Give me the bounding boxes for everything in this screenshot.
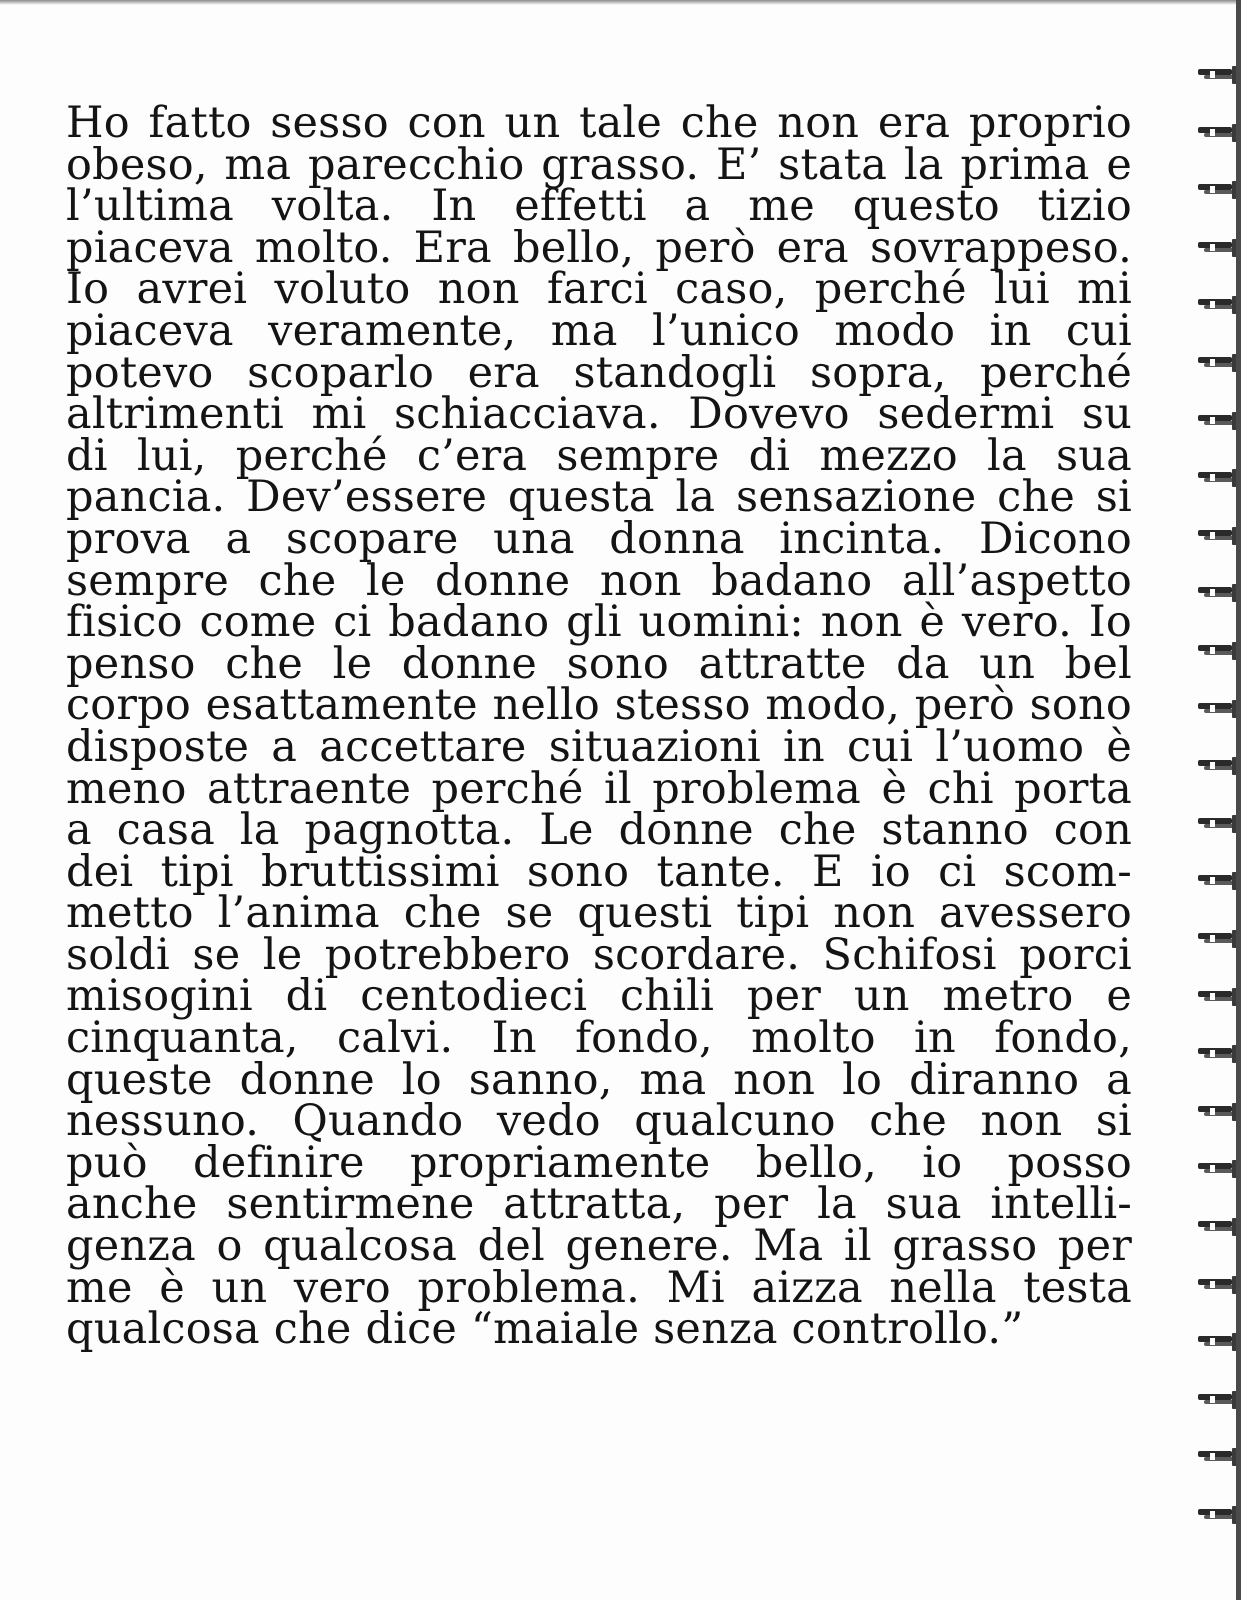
text-line-10: pancia. Dev’essere questa la sensazione che si	[66, 472, 1132, 523]
binding-coil-wire-b	[1204, 1342, 1234, 1346]
text-line-4: piaceva molto. Era bello, però era sovrappeso.	[66, 222, 1132, 273]
text-line-23: cinquanta, calvi. In fondo, molto in fondo,	[66, 1013, 1132, 1064]
text-line-13: fisico come ci badano gli uomini: non è vero. Io	[66, 597, 1132, 648]
binding-coil	[1196, 1276, 1241, 1292]
binding-coil-wire-b	[1204, 881, 1234, 885]
binding-coil-wire-a	[1198, 415, 1232, 421]
text-line-26: può definire propriamente bello, io posso	[66, 1137, 1132, 1188]
binding-coil-hole	[1210, 1281, 1215, 1288]
text-line-15: corpo esattamente nello stesso modo, però sono	[66, 680, 1132, 731]
binding-coil-hole	[1210, 71, 1215, 78]
binding-coil	[1196, 354, 1241, 370]
binding-coil	[1196, 872, 1241, 888]
text-line-16: disposte a accettare situazioni in cui l’uomo è	[66, 721, 1132, 772]
binding-coil	[1196, 1333, 1241, 1349]
text-line-25: nessuno. Quando vedo qualcuno che non si	[66, 1096, 1132, 1147]
binding-coil-hole	[1210, 417, 1215, 424]
binding-coil	[1196, 181, 1241, 197]
text-line-18: a casa la pagnotta. Le donne che stanno con	[66, 805, 1132, 856]
text-line-21: soldi se le potrebbero scordare. Schifosi porci	[66, 929, 1132, 980]
binding-coil	[1196, 527, 1241, 543]
binding-coil	[1196, 815, 1241, 831]
binding-coil	[1196, 642, 1241, 658]
binding-coil-wire-b	[1204, 593, 1234, 597]
text-line-30: qualcosa che dice “maiale senza controllo.”	[66, 1304, 1024, 1355]
text-line-9: di lui, perché c’era sempre di mezzo la sua	[66, 430, 1132, 481]
binding-coil-wire-b	[1204, 363, 1234, 367]
binding-coil-wire-b	[1204, 651, 1234, 655]
text-line-17: meno attraente perché il problema è chi porta	[66, 763, 1132, 814]
text-line-3: l’ultima volta. In effetti a me questo tizio	[66, 181, 1132, 232]
binding-coil-wire-b	[1204, 1400, 1234, 1404]
text-line-28: genza o qualcosa del genere. Ma il grasso per	[66, 1221, 1132, 1272]
binding-coil	[1196, 1448, 1241, 1464]
text-line-22: misogini di centodieci chili per un metro e	[66, 971, 1132, 1022]
binding-coil-hole	[1210, 532, 1215, 539]
binding-coil-wire-b	[1204, 1112, 1234, 1116]
text-line-1: Ho fatto sesso con un tale che non era proprio	[66, 98, 1132, 148]
binding-coil	[1196, 988, 1241, 1004]
binding-coil-wire-b	[1204, 766, 1234, 770]
binding-coil-wire-a	[1198, 1279, 1232, 1285]
binding-coil-wire-b	[1204, 1054, 1234, 1058]
binding-coil	[1196, 757, 1241, 773]
binding-coil	[1196, 239, 1241, 255]
binding-coil	[1196, 700, 1241, 716]
binding-coil-wire-a	[1198, 703, 1232, 709]
text-line-14: penso che le donne sono attratte da un bel	[66, 638, 1132, 689]
binding-coil-wire-b	[1204, 1227, 1234, 1231]
binding-coil-wire-b	[1204, 997, 1234, 1001]
binding-coil-wire-b	[1204, 248, 1234, 252]
binding-coil	[1196, 124, 1241, 140]
binding-coil-hole	[1210, 1165, 1215, 1172]
binding-coil	[1196, 296, 1241, 312]
text-line-27: anche sentirmene attratta, per la sua intelli-	[66, 1179, 1132, 1230]
binding-coil-wire-a	[1198, 1394, 1232, 1400]
binding-coil-wire-b	[1204, 824, 1234, 828]
page-top-edge	[0, 0, 1241, 5]
binding-coil-wire-b	[1204, 709, 1234, 713]
binding-coil-hole	[1210, 647, 1215, 654]
binding-coil-wire-b	[1204, 1285, 1234, 1289]
binding-coil-hole	[1210, 1050, 1215, 1057]
binding-coil-wire-b	[1204, 939, 1234, 943]
binding-coil-wire-b	[1204, 421, 1234, 425]
binding-coil	[1196, 1045, 1241, 1061]
text-line-8: altrimenti mi schiacciava. Dovevo sedermi su	[66, 389, 1132, 440]
text-line-5: Io avrei voluto non farci caso, perché lui mi	[66, 264, 1132, 315]
binding-coil-wire-b	[1204, 1515, 1234, 1519]
binding-coil-hole	[1210, 993, 1215, 1000]
binding-coil-hole	[1210, 359, 1215, 366]
binding-coil-hole	[1210, 705, 1215, 712]
binding-coil	[1196, 1103, 1241, 1119]
text-line-7: potevo scoparlo era standogli sopra, perché	[66, 347, 1132, 398]
binding-coil-hole	[1210, 1396, 1215, 1403]
binding-coil	[1196, 1506, 1241, 1522]
text-line-2: obeso, ma parecchio grasso. E’ stata la prima e	[66, 139, 1132, 190]
binding-coil-wire-a	[1198, 1106, 1232, 1112]
binding-coil-hole	[1210, 1108, 1215, 1115]
body-text	[66, 98, 1132, 1355]
binding-coil-wire-b	[1204, 75, 1234, 79]
binding-coil	[1196, 469, 1241, 485]
binding-coil-wire-b	[1204, 305, 1234, 309]
text-line-24: queste donne lo sanno, ma non lo diranno a	[66, 1054, 1132, 1105]
binding-coil-hole	[1210, 301, 1215, 308]
binding-coil-wire-b	[1204, 1457, 1234, 1461]
binding-coil-wire-b	[1204, 133, 1234, 137]
binding-coil-wire-a	[1198, 242, 1232, 248]
binding-coil-wire-b	[1204, 536, 1234, 540]
binding-coil	[1196, 412, 1241, 428]
binding-coil-hole	[1210, 1511, 1215, 1518]
binding-coil-wire-a	[1198, 530, 1232, 536]
binding-coil-hole	[1210, 244, 1215, 251]
binding-coil-hole	[1210, 129, 1215, 136]
binding-coil-wire-b	[1204, 478, 1234, 482]
binding-coil-wire-a	[1198, 127, 1232, 133]
binding-coil-hole	[1210, 877, 1215, 884]
text-line-12: sempre che le donne non badano all’aspetto	[66, 555, 1132, 606]
binding-coil	[1196, 1218, 1241, 1234]
binding-coil-hole	[1210, 935, 1215, 942]
binding-coil	[1196, 930, 1241, 946]
binding-coil-wire-b	[1204, 1169, 1234, 1173]
spiral-binding	[1196, 60, 1241, 1600]
binding-coil-wire-a	[1198, 991, 1232, 997]
binding-coil-hole	[1210, 1453, 1215, 1460]
text-line-20: metto l’anima che se questi tipi non avessero	[66, 888, 1132, 939]
binding-coil-hole	[1210, 589, 1215, 596]
binding-coil	[1196, 1391, 1241, 1407]
binding-coil-wire-b	[1204, 190, 1234, 194]
binding-coil-hole	[1210, 474, 1215, 481]
binding-coil-hole	[1210, 762, 1215, 769]
binding-coil	[1196, 1160, 1241, 1176]
text-line-11: prova a scopare una donna incinta. Dicono	[66, 513, 1132, 564]
text-line-6: piaceva veramente, ma l’unico modo in cui	[66, 305, 1132, 356]
binding-rail	[1236, 0, 1241, 1600]
binding-coil	[1196, 584, 1241, 600]
binding-coil-hole	[1210, 820, 1215, 827]
binding-coil-hole	[1210, 1223, 1215, 1230]
text-line-19: dei tipi bruttissimi sono tante. E io ci scom-	[66, 846, 1132, 897]
text-line-29: me è un vero problema. Mi aizza nella testa	[66, 1262, 1132, 1313]
binding-coil-hole	[1210, 186, 1215, 193]
binding-coil-hole	[1210, 1338, 1215, 1345]
binding-coil-wire-a	[1198, 818, 1232, 824]
binding-coil	[1196, 66, 1241, 82]
